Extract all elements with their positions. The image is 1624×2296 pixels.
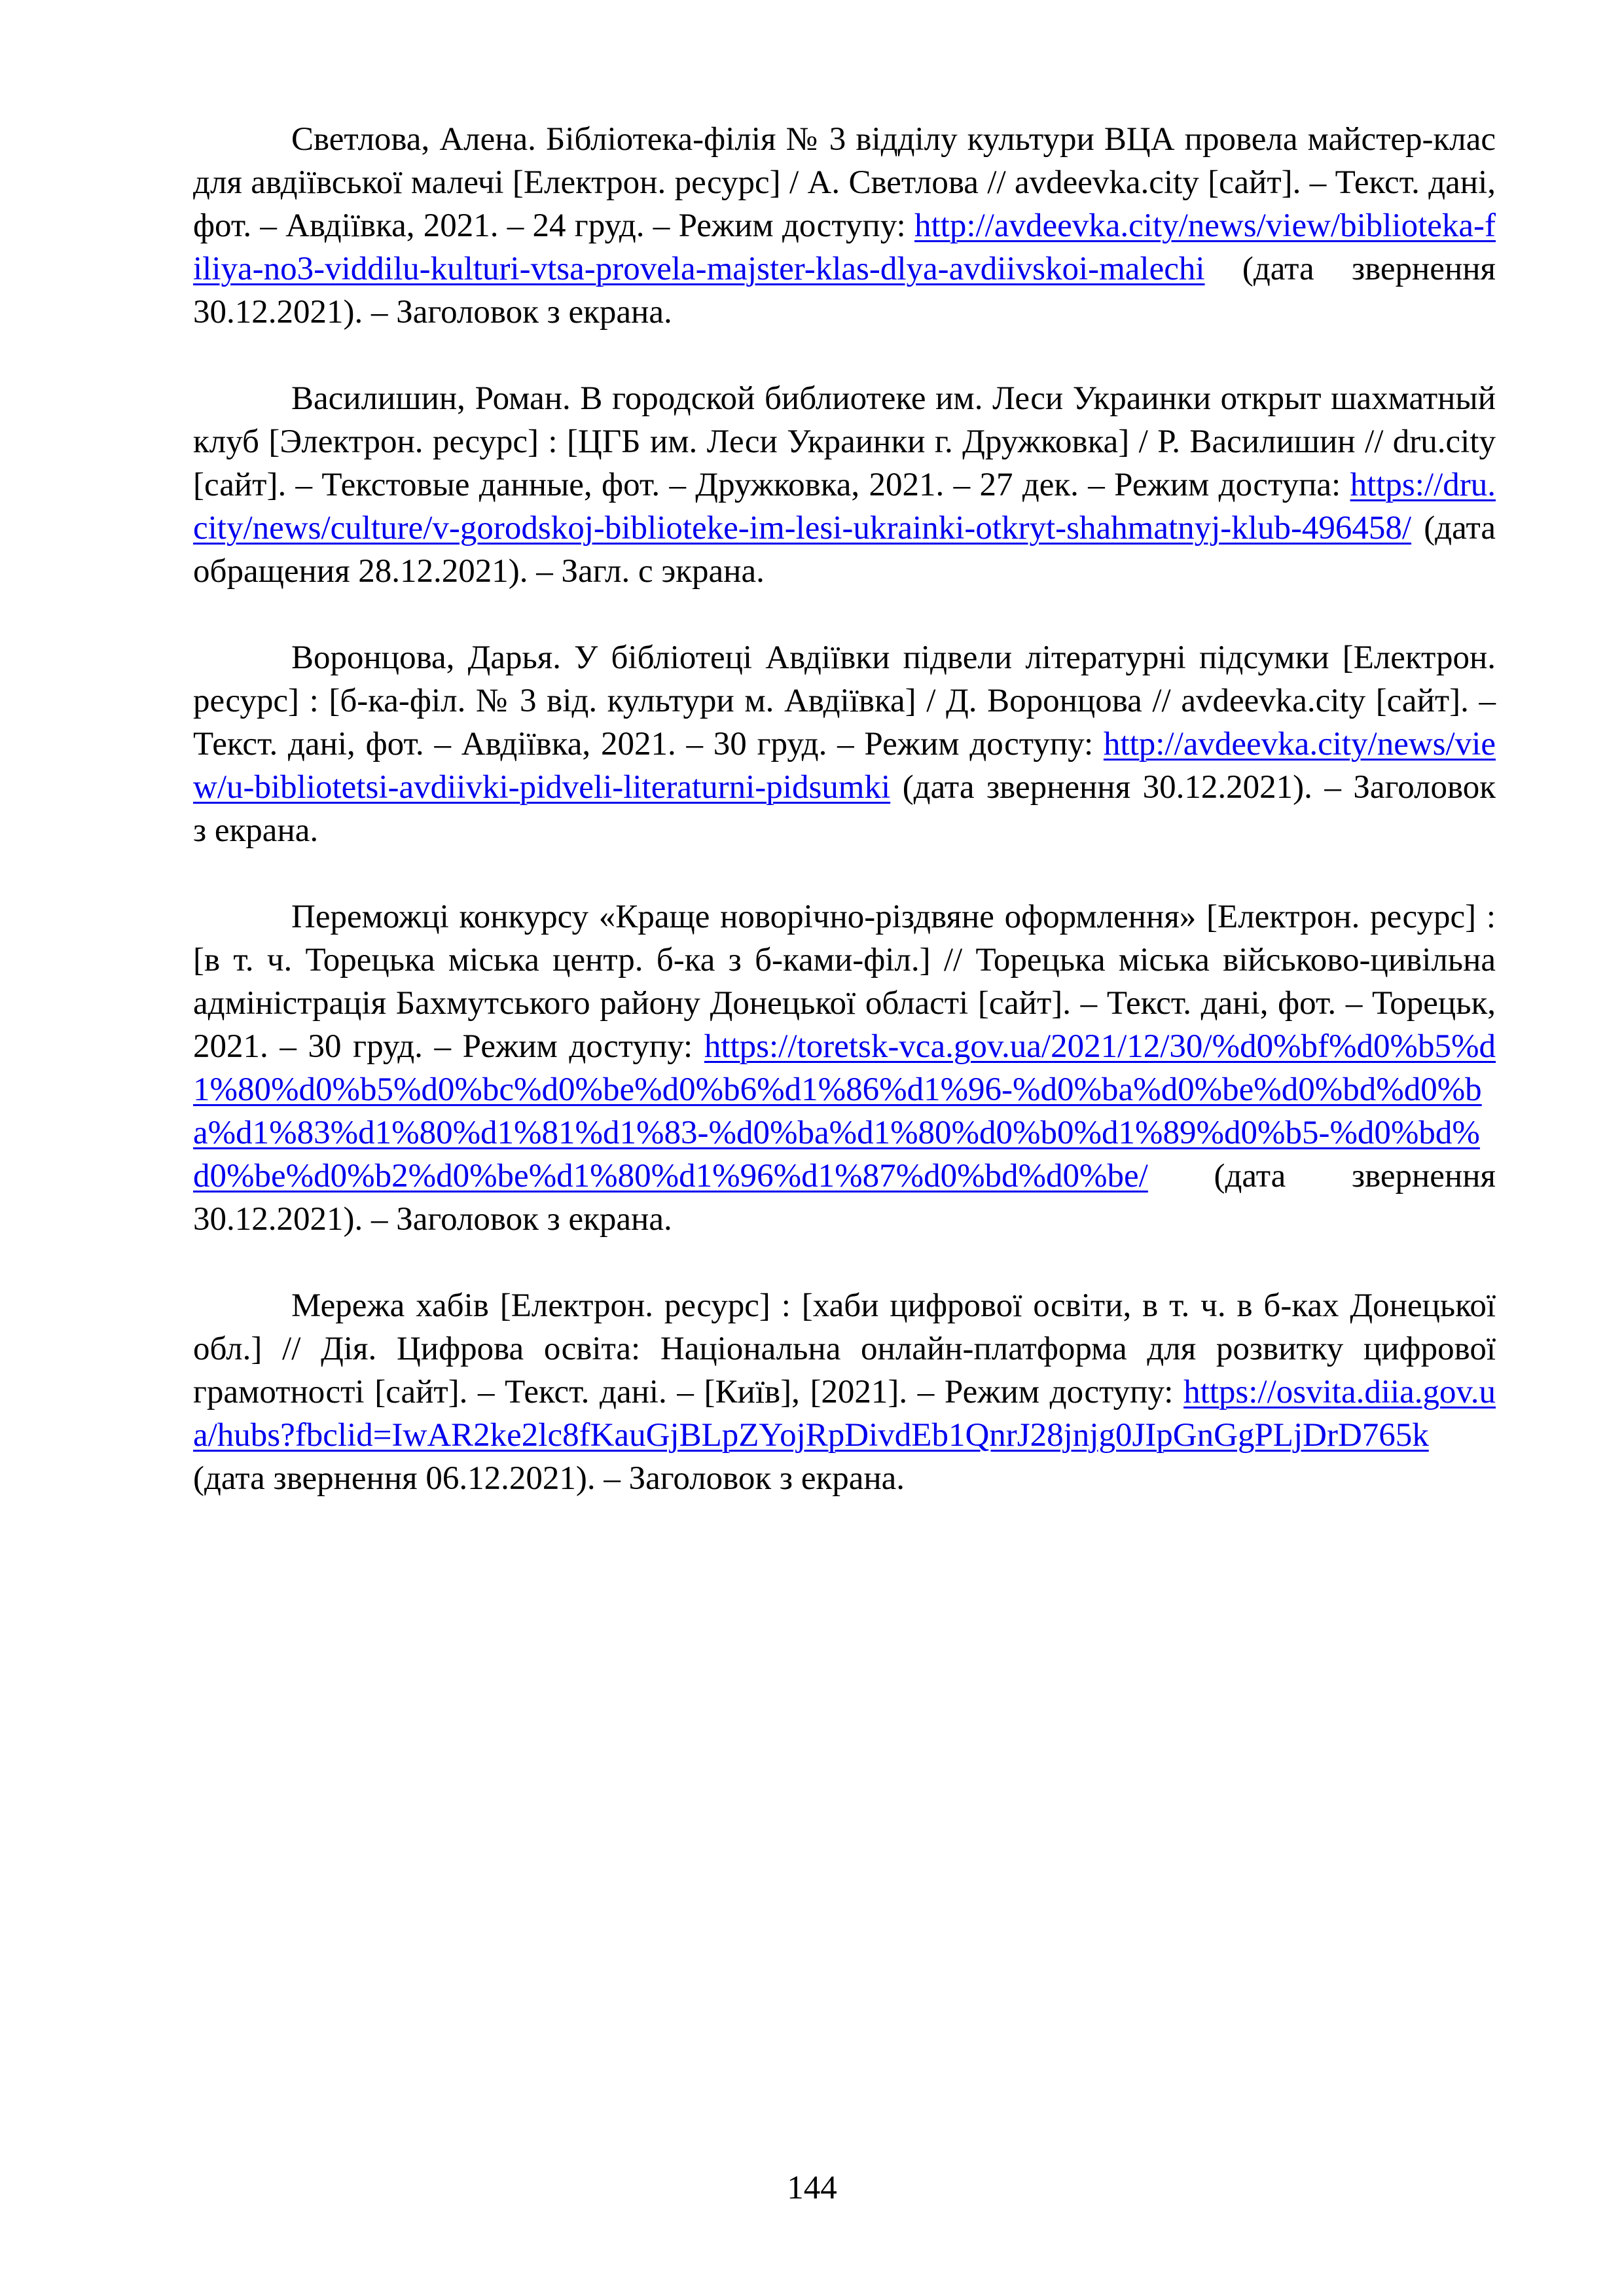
entry-text-before: Василишин, Роман. В городской библиотеке им. Леси Украинки открыт шахматный клуб [Электрон. ресурс] : [ЦГБ им. Леси Украинки г. Дружковка] / Р. Василишин // dru.city [сайт]. – Текстовые данные, фот. – Дружковка, 2021. – 27 дек. – Режим доступа: — [193, 380, 1496, 503]
bibliography-entry — [193, 636, 1496, 852]
entry-text-before: Переможці конкурсу «Краще новорічно-різдвяне оформлення» [Електрон. ресурс] : [в т. ч. Торецька міська центр. б-ка з б-ками-філ.] // Торецька міська військово-цивільна адміністрація Бахмутського району Донецької області [сайт]. – Текст. дані, фот. – Торецьк, 2021. – 30 груд. – Режим доступу: — [193, 899, 1496, 1065]
entry-text-after: (дата звернення 30.12.2021). – Заголовок з екрана. — [193, 1158, 1496, 1238]
entry-link[interactable]: https://osvita.diia.gov.ua/hubs?fbclid=IwAR2ke2lc8fKauGjBLpZYojRpDivdEb1QnrJ28jnjg0JIpGnGgPLjDrD765k — [193, 1374, 1496, 1454]
bibliography-entry — [193, 118, 1496, 334]
bibliography-entry — [193, 895, 1496, 1241]
entry-text-before: Светлова, Алена. Бібліотека-філія № 3 відділу культури ВЦА провела майстер-клас для авдіївської малечі [Електрон. ресурс] / А. Светлова // avdeevka.city [сайт]. – Текст. дані, фот. – Авдіївка, 2021. – 24 груд. – Режим доступу: — [193, 121, 1496, 244]
bibliography-list — [193, 118, 1496, 1543]
page-number: 144 — [787, 2170, 837, 2206]
entry-link[interactable]: https://dru.city/news/culture/v-gorodskoj-biblioteke-im-lesi-ukrainki-otkryt-shahmatnyj-klub-496458/ — [193, 467, 1496, 547]
entry-text-after: (дата звернення 30.12.2021). – Заголовок з екрана. — [193, 251, 1496, 331]
entry-text-after: (дата звернення 30.12.2021). – Заголовок з екрана. — [193, 769, 1496, 849]
entry-text-before: Воронцова, Дарья. У бібліотеці Авдіївки підвели літературні підсумки [Електрон. ресурс] : [б-ка-філ. № 3 від. культури м. Авдіївка] / Д. Воронцова // avdeevka.city [сайт]. – Текст. дані, фот. – Авдіївка, 2021. – 30 груд. – Режим доступу: — [193, 639, 1496, 762]
bibliography-entry — [193, 377, 1496, 593]
entry-link[interactable]: http://avdeevka.city/news/view/u-bibliotetsi-avdiivki-pidveli-literaturni-pidsumki — [193, 726, 1496, 806]
entry-text-after: (дата обращения 28.12.2021). – Загл. с экрана. — [193, 510, 1496, 590]
entry-link[interactable]: https://toretsk-vca.gov.ua/2021/12/30/%d0%bf%d0%b5%d1%80%d0%b5%d0%bc%d0%be%d0%b6%d1%86%d1%96-%d0%ba%d0%be%d0%bd%d0%ba%d1%83%d1%80%d1%81%d1%83-%d0%ba%d1%80%d0%b0%d1%89%d0%b5-%d0%bd%d0%be%d0%b2%d0%be%d1%80%d1%96%d1%87%d0%bd%d0%be/ — [193, 1028, 1496, 1194]
entry-text-before: Мережа хабів [Електрон. ресурс] : [хаби цифрової освіти, в т. ч. в б-ках Донецької обл.] // Дія. Цифрова освіта: Національна онлайн-платформа для розвитку цифрової грамотності [сайт]. – Текст. дані. – [Київ], [2021]. – Режим доступу: — [193, 1287, 1496, 1410]
entry-text-after: (дата звернення 06.12.2021). – Заголовок з екрана. — [193, 1460, 905, 1497]
bibliography-entry — [193, 1284, 1496, 1500]
entry-link[interactable]: http://avdeevka.city/news/view/biblioteka-filiya-no3-viddilu-kulturi-vtsa-provela-majster-klas-dlya-avdiivskoi-malechi — [193, 207, 1496, 287]
